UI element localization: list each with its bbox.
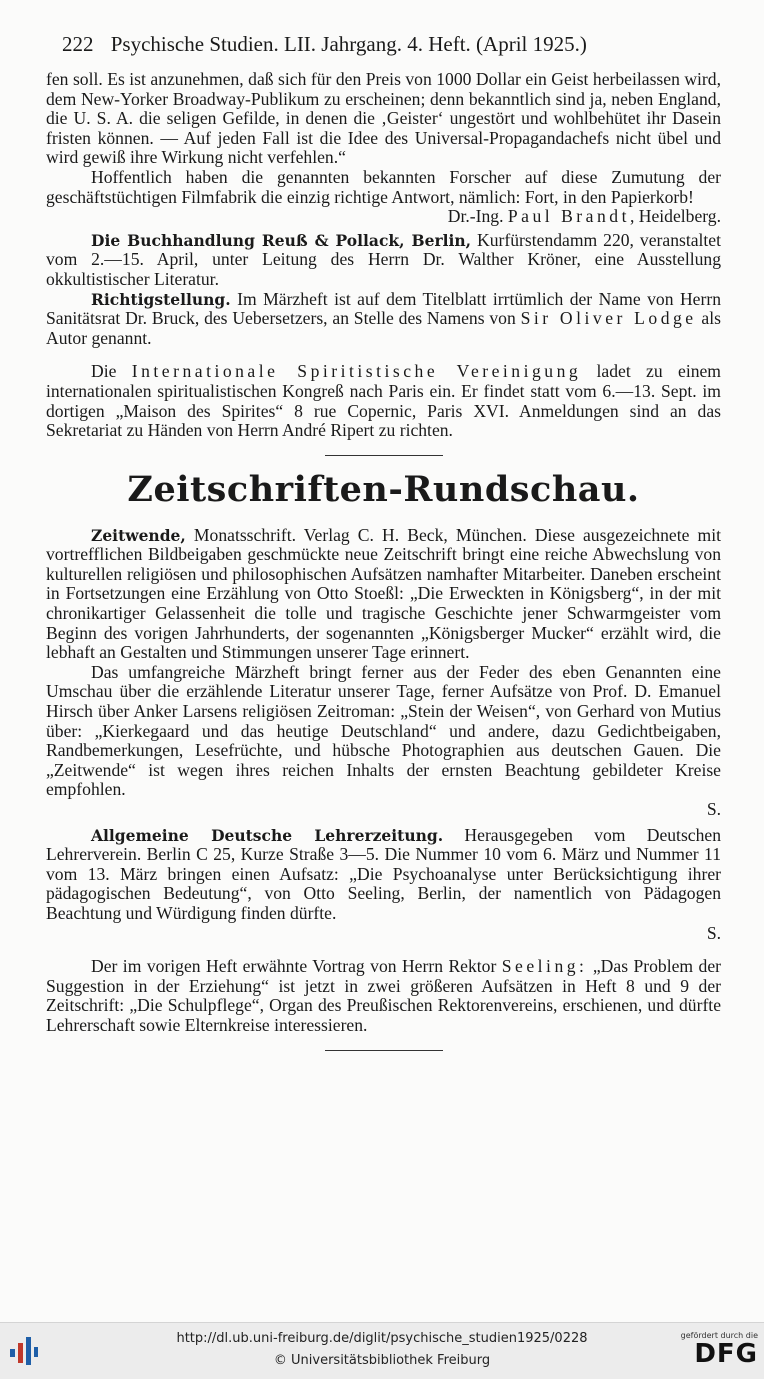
paragraph-text: Die	[91, 361, 132, 382]
signature-title: Dr.-Ing.	[447, 206, 504, 227]
bold-lead: Allgemeine Deutsche Lehrerzeitung.	[91, 825, 444, 845]
paragraph	[46, 526, 721, 663]
paragraph-text: Im Märzheft ist auf dem Titelblatt irrtümlich der Name von Herrn Sanitätsrat Dr. Bruck, des Uebersetzers, an Stelle des Namens von	[46, 288, 721, 329]
dfg-logo	[672, 1331, 758, 1373]
paragraph-text: Monatsschrift. Verlag C. H. Beck, München. Diese ausgezeichnete mit vortrefflichen Bildbeigaben geschmückte neue Zeitschrift bringt eine reiche Abwechslung von kulturellen religiösen und philosophischen Aufsätzen namhafter Mitarbeiter. Daneben erscheint in Fortsetzungen eine Erzählung von Otto Stoeßl: „Die Erweckten in Königsberg“, in der mit chronikartiger Gelassenheit die tolle und tragische Geschichte jener Schwarmgeister vom Beginn des vorigen Jahrhunderts, der sogenannten „Königsberger Mucker“ erzählt wird, die lebhaft an Gestalten und Stimmungen unserer Tage erinnert.	[46, 524, 721, 663]
paragraph: Das umfangreiche Märzheft bringt ferner aus der Feder des eben Genannten eine Umschau über die erzählende Literatur unserer Tage, ferner Aufsätze von Prof. D. Emanuel Hirsch über Anker Larsens religiösen Zeitroman: „Stein der Weisen“, von Gerhard von Mutius über: „Kierkegaard und das heutige Deutschland“ und andere, dazu Gedichtbeigaben, Randbemerkungen, Lesefrüchte, und hübsche Photographien aus deutschen Gauen. Die „Zeitwende“ ist wegen ihres reichen Inhalts der ernsten Beachtung gebildeter Kreise empfohlen.	[46, 661, 721, 800]
paragraph	[46, 957, 721, 1035]
paragraph: Hoffentlich haben die genannten bekannten Forscher auf diese Zumutung der geschäftstüchtigen Filmfabrik die einzig richtige Antwort, nämlich: Fort, in den Papierkorb!	[46, 166, 721, 207]
reviewer-initial: S.	[706, 799, 721, 819]
paragraph	[46, 231, 721, 290]
dfg-logo-text: DFG	[694, 1339, 758, 1369]
paragraph-text: „Das Problem der Suggestion in der Erziehung“ ist jetzt in zwei größeren Aufsätzen in Heft 8 und 9 der Zeitschrift: „Die Schulpflege“, Organ des Preußischen Rektorenvereins, erschienen, und dürfte Lehrerschaft sowie Elternkreise interessieren.	[46, 956, 721, 1035]
section-title: Zeitschriften-Rundschau.	[127, 468, 640, 510]
bold-lead: Die Buchhandlung Reuß & Pollack, Berlin,	[91, 230, 472, 250]
paragraph	[46, 290, 721, 349]
sponsor-caption: gefördert durch die	[680, 1331, 758, 1340]
paragraph-text: ladet zu einem internationalen spiritualistischen Kongreß nach Paris ein. Er findet statt vom 6.—13. Sept. im dortigen „Maison des Spirites“ 8 rue Copernic, Paris XVI. Anmeldungen sind an das Sekretariat zu Händen von Herrn André Ripert zu richten.	[46, 361, 721, 441]
running-title: Psychische Studien. LII. Jahrgang. 4. Heft. (April 1925.)	[110, 32, 587, 56]
page-number: 222	[62, 32, 94, 56]
signature	[46, 207, 721, 227]
bold-lead: Zeitwende,	[91, 525, 186, 545]
reviewer-initial: S.	[706, 922, 721, 943]
paragraph-text: Kurfürstendamm 220, veranstaltet vom 2.—15. April, unter Leitung des Herrn Dr. Walther Kröner, eine Ausstellung okkultistischer Literatur.	[46, 229, 722, 289]
paragraph-text: Der im vorigen Heft erwähnte Vortrag von Herrn Rektor	[91, 956, 502, 977]
viewer-footer	[0, 1322, 764, 1379]
paragraph: fen soll. Es ist anzunehmen, daß sich für den Preis von 1000 Dollar ein Geist herbeilassen wird, dem New-Yorker Broadway-Publikum zu erscheinen; denn bekanntlich sind ja, neben England, die U. S. A. die seligen Gefilde, in denen die ‚Geister‘ ungestört und wohlbehütet ihr Dasein fristen können. — Auf jeden Fall ist die Idee des Universal-Propagandachefs nicht übel und wird gewiß ihre Wirkung nicht verfehlen.“	[46, 69, 721, 168]
divider	[325, 455, 443, 456]
signature-place: , Heidelberg.	[629, 206, 721, 227]
running-header	[62, 32, 702, 57]
paragraph	[46, 362, 721, 440]
copyright-notice: © Universitätsbibliothek Freiburg	[273, 1353, 491, 1368]
signature-name: Paul Brandt	[507, 206, 630, 227]
spaced-name: Internationale Spiritistische Vereinigung	[131, 361, 582, 382]
page-body	[46, 70, 721, 1051]
permalink-link[interactable]: http://dl.ub.uni-freiburg.de/diglit/psychische_studien1925/0228	[176, 1331, 588, 1346]
divider	[325, 1050, 443, 1051]
spaced-name: Sir Oliver Lodge	[520, 308, 697, 329]
paragraph	[46, 826, 721, 924]
spaced-name: Seeling:	[501, 956, 588, 977]
paragraph-text: als Autor genannt.	[46, 308, 721, 348]
paragraph-text: Herausgegeben vom Deutschen Lehrerverein. Berlin C 25, Kurze Straße 3—5. Die Nummer 10 vom 6. März und Nummer 11 vom 13. März bringen einen Aufsatz: „Die Psychoanalyse unter Berücksichtigung ihrer pädagogischen Bedeutung“, von Otto Seeling, Berlin, der namentlich von Pädagogen Beachtung und Würdigung finden dürfte.	[46, 824, 721, 923]
bold-lead: Richtigstellung.	[91, 289, 231, 309]
